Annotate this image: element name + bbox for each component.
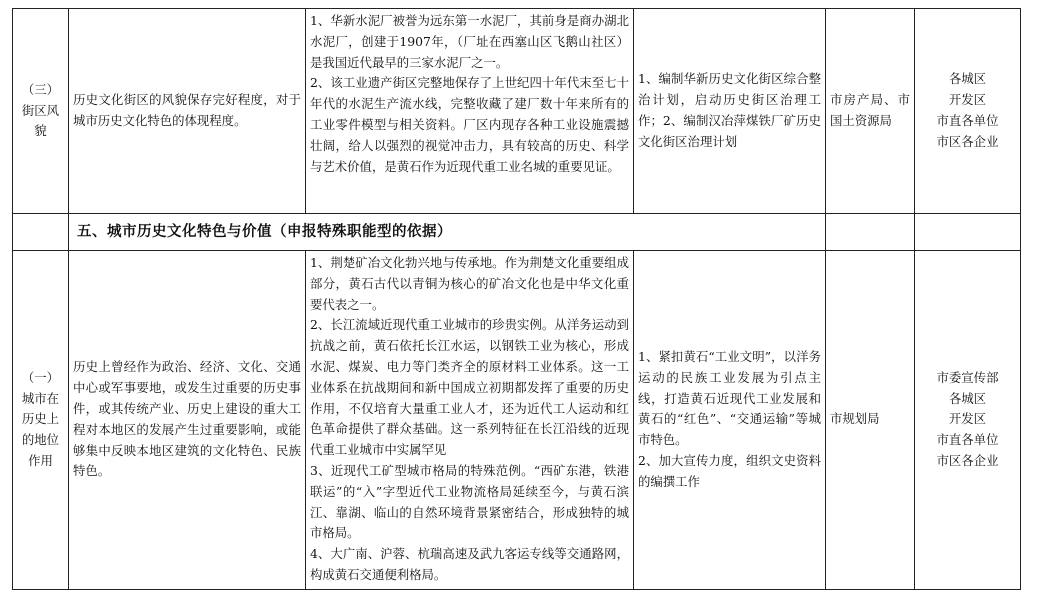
section-heading: 五、城市历史文化特色与价值（申报特殊职能型的依据） — [69, 214, 826, 251]
empty-cell — [915, 214, 1021, 251]
empty-cell — [826, 214, 915, 251]
policy-table — [12, 8, 1021, 590]
category-cell: （一） 城市在 历史上 的地位 作用 — [13, 251, 69, 590]
table-row — [13, 251, 1021, 590]
measures-cell: 1、编制华新历史文化街区综合整治计划，启动历史街区治理工作；2、编制汉冶萍煤铁厂矿历史文化街区治理计划 — [634, 9, 826, 214]
category-cell: （三） 街区风 貌 — [13, 9, 69, 214]
measures-cell: 1、紧扣黄石“工业文明”，以洋务运动的民族工业发展为引点主线，打造黄石近现代工业发展和黄石的“红色”、“交通运输”等城市特色。 2、加大宣传力度，组织文史资料的编撰工作 — [634, 251, 826, 590]
responsible-units-cell: 各城区 开发区 市直各单位 市区各企业 — [915, 9, 1021, 214]
details-cell: 1、荆楚矿冶文化勃兴地与传承地。作为荆楚文化重要组成部分，黄石古代以青铜为核心的矿冶文化也是中华文化重要代表之一。 2、长江流域近现代重工业城市的珍贵实例。从洋务运动到抗战之前，黄石依托长江水运，以钢铁工业为核心，形成水泥、煤炭、电力等门类齐全的原材料工业体系。这一工业体系在抗战期间和新中国成立初期都发挥了重要的历史作用，不仅培育大量重工业人才，还为近代工人运动和红色革命提供了群众基础。这一系列特征在长江沿线的近现代重工业城市中实属罕见 3、近现代工矿型城市格局的特殊范例。“西矿东港，铁港联运”的“入”字型近代工业物流格局延续至今，与黄石滨江、靠湖、临山的自然环境背景紧密结合，形成独特的城市格局。 4、大广南、沪蓉、杭瑞高速及武九客运专线等交通路网，构成黄石交通便利格局。 — [306, 251, 634, 590]
details-cell: 1、华新水泥厂被誉为远东第一水泥厂，其前身是商办湖北水泥厂，创建于1907年，（厂址在西塞山区飞鹅山社区）是我国近代最早的三家水泥厂之一。 2、该工业遗产街区完整地保存了上世纪四十年代末至七十年代的水泥生产流水线，完整收藏了建厂数十年来所有的工业零件模型与相关资料。厂区内现存各种工业设施震撼壮阔，给人以强烈的视觉冲击力，具有较高的历史、科学与艺术价值，是黄石作为近现代重工业名城的重要见证。 — [306, 9, 634, 214]
lead-department-cell: 市规划局 — [826, 251, 915, 590]
responsible-units-cell: 市委宣传部 各城区 开发区 市直各单位 市区各企业 — [915, 251, 1021, 590]
empty-cell — [13, 214, 69, 251]
section-heading-row — [13, 214, 1021, 251]
description-cell: 历史文化街区的风貌保存完好程度，对于城市历史文化特色的体现程度。 — [69, 9, 306, 214]
lead-department-cell: 市房产局、市国土资源局 — [826, 9, 915, 214]
table-row — [13, 9, 1021, 214]
description-cell: 历史上曾经作为政治、经济、文化、交通中心或军事要地，或发生过重要的历史事件，或其传统产业、历史上建设的重大工程对本地区的发展产生过重要影响，或能够集中反映本地区建筑的文化特色、民族特色。 — [69, 251, 306, 590]
